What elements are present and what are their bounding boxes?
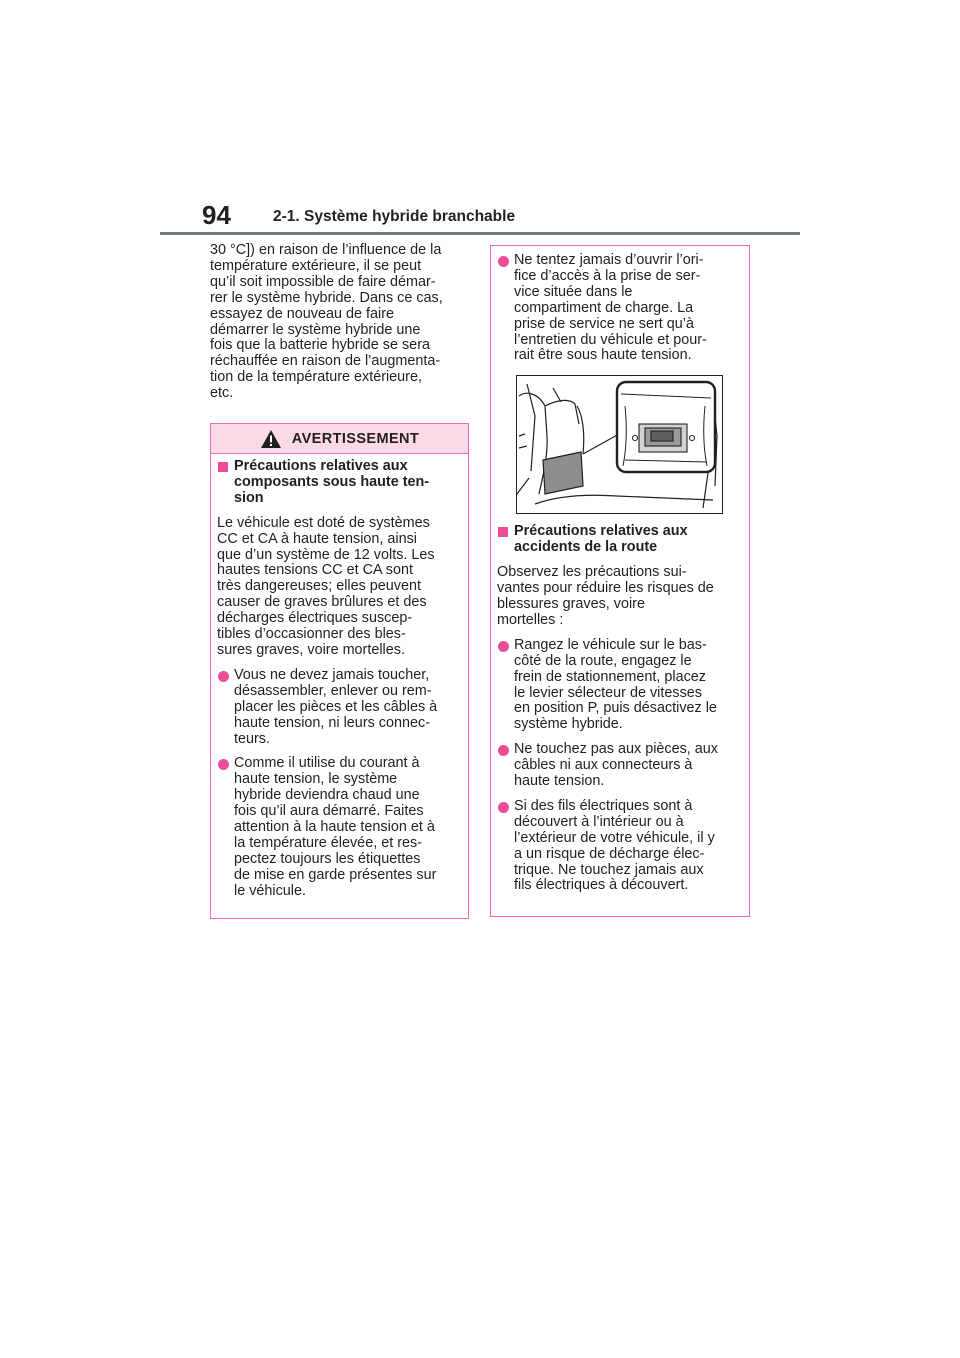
round-bullet-icon bbox=[498, 745, 509, 756]
page-number: 94 bbox=[202, 200, 231, 230]
warning-title: AVERTISSEMENT bbox=[291, 430, 420, 447]
list-item: Ne touchez pas aux pièces, aux câbles ni aux connecteurs à haute tension. bbox=[497, 742, 743, 790]
cargo-compartment-drawing bbox=[517, 376, 722, 513]
list-item: Si des fils électriques sont à découvert à l’intérieur ou à l’extérieur de votre véhicule, il y a un risque de décharge élec- trique. Ne touchez jamais aux fils électriques à découvert. bbox=[497, 799, 743, 894]
warning-content-continued bbox=[491, 253, 749, 894]
warning-box-right bbox=[490, 245, 750, 917]
heading-road-accidents: Précautions relatives aux accidents de la route bbox=[497, 524, 743, 556]
square-bullet-icon bbox=[498, 527, 508, 537]
list-item: Ne tentez jamais d’ouvrir l’ori- fice d’accès à la prise de ser- vice située dans le compartiment de charge. La prise de service ne sert qu’à l’entretien du véhicule et pour- rait être sous haute tension. bbox=[497, 253, 743, 364]
road-accidents-paragraph: Observez les précautions sui- vantes pour réduire les risques de blessures graves, voire mortelles : bbox=[497, 564, 714, 628]
list-item: Comme il utilise du courant à haute tension, le système hybride deviendra chaud une fois qu’il aura démarré. Faites attention à la haute tension et à la température élevée, et res- pectez toujours les étiquettes de mise en garde présentes sur le véhicule. bbox=[217, 756, 462, 899]
list-item: Rangez le véhicule sur le bas- côté de la route, engagez le frein de stationnement, placez le levier sélecteur de vitesses en position P, puis désactivez le système hybride. bbox=[497, 638, 743, 733]
square-bullet-icon bbox=[218, 462, 228, 472]
round-bullet-icon bbox=[218, 671, 229, 682]
service-plug-illustration bbox=[516, 375, 723, 514]
list-item: Vous ne devez jamais toucher, désassembler, enlever ou rem- placer les pièces et les câbles à haute tension, ni leurs connec- teurs. bbox=[217, 668, 462, 748]
warning-header bbox=[211, 424, 468, 454]
heading-high-voltage: Précautions relatives aux composants sous haute ten- sion bbox=[217, 459, 462, 507]
warning-box-left bbox=[210, 423, 469, 919]
warning-triangle-icon bbox=[260, 429, 282, 449]
high-voltage-paragraph: Le véhicule est doté de systèmes CC et CA à haute tension, ainsi que d’un système de 12 volts. Les hautes tensions CC et CA sont très dangereuses; elles peuvent causer de graves brûlures et des décharges électriques suscep- tibles d’occasionner des bles- sures graves, voire mortelles. bbox=[217, 514, 435, 658]
intro-paragraph: 30 °C]) en raison de l’influence de la température extérieure, il se peut qu’il soit impossible de faire démar- rer le système hybride. Dans ce cas, essayez de nouveau de faire démarrer le système hybride une fois que la batterie hybride se sera réchauffée en raison de l’augmenta- tion de la température extérieure, etc. bbox=[210, 242, 443, 402]
round-bullet-icon bbox=[218, 759, 229, 770]
page-header bbox=[160, 202, 800, 236]
section-title: 2-1. Système hybride branchable bbox=[273, 208, 516, 225]
intro-text bbox=[210, 243, 472, 402]
round-bullet-icon bbox=[498, 256, 509, 267]
warning-content bbox=[211, 459, 468, 900]
header-rule bbox=[160, 232, 800, 235]
round-bullet-icon bbox=[498, 802, 509, 813]
round-bullet-icon bbox=[498, 641, 509, 652]
